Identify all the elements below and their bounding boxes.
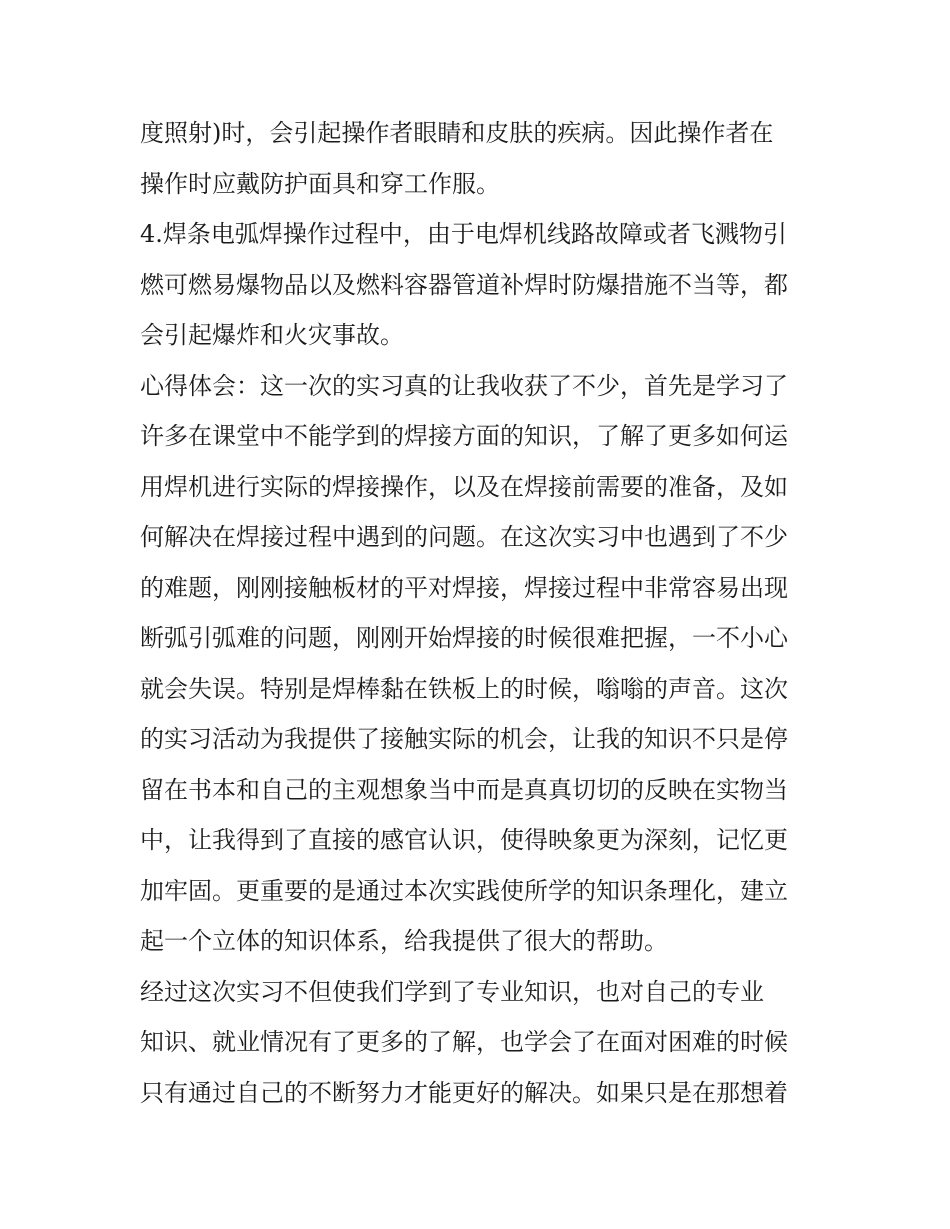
- text-line: 度照射)时，会引起操作者眼睛和皮肤的疾病。因此操作者在: [140, 119, 774, 147]
- text-line: 中，让我得到了直接的感官认识，使得映象更为深刻，记忆更: [140, 826, 788, 854]
- text-line: 就会失误。特别是焊棒黏在铁板上的时候，嗡嗡的声音。这次: [140, 674, 788, 703]
- text-line: 加牢固。更重要的是通过本次实践使所学的知识条理化，建立: [140, 876, 788, 905]
- text-line: 何解决在焊接过程中遇到的问题。在这次实习中也遇到了不少: [140, 523, 788, 551]
- text-line: 会引起爆炸和火灾事故。: [140, 321, 404, 349]
- text-line: 操作时应戴防护面具和穿工作服。: [140, 169, 500, 198]
- text-line: 许多在课堂中不能学到的焊接方面的知识，了解了更多如何运: [140, 422, 788, 450]
- text-line: 心得体会：这一次的实习真的让我收获了不少，首先是学习了: [140, 371, 788, 400]
- text-line: 4.焊条电弧焊操作过程中，由于电焊机线路故障或者飞溅物引: [140, 220, 787, 248]
- text-line: 的实习活动为我提供了接触实际的机会，让我的知识不只是停: [140, 725, 788, 753]
- text-line: 断弧引弧难的问题，刚刚开始焊接的时候很难把握，一不小心: [140, 624, 788, 652]
- text-line: 燃可燃易爆物品以及燃料容器管道补焊时防爆措施不当等，都: [140, 270, 788, 299]
- text-line: 用焊机进行实际的焊接操作，以及在焊接前需要的准备，及如: [140, 472, 788, 501]
- text-line: 知识、就业情况有了更多的了解，也学会了在面对困难的时候: [140, 1028, 788, 1056]
- text-line: 经过这次实习不但使我们学到了专业知识，也对自己的专业: [140, 977, 764, 1006]
- text-line: 的难题，刚刚接触板材的平对焊接，焊接过程中非常容易出现: [140, 573, 788, 602]
- text-line: 起一个立体的知识体系，给我提供了很大的帮助。: [140, 927, 668, 955]
- text-line: 留在书本和自己的主观想象当中而是真真切切的反映在实物当: [140, 775, 788, 804]
- text-line: 只有通过自己的不断努力才能更好的解决。如果只是在那想着: [140, 1078, 788, 1107]
- document-body: [140, 108, 812, 1118]
